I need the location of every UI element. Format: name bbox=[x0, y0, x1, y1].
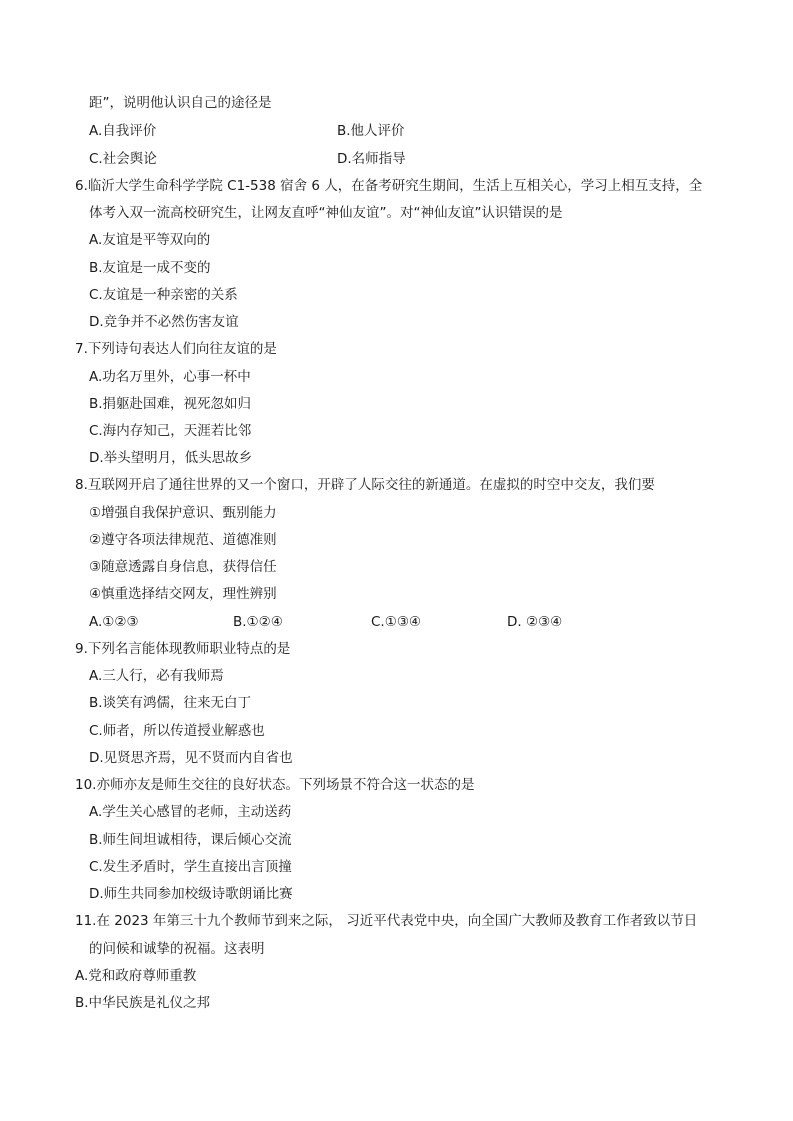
q10-stem: 10.亦师亦友是师生交往的良好状态。下列场景不符合这一状态的是 bbox=[75, 777, 475, 793]
q5-option-b: B.他人评价 bbox=[337, 123, 405, 139]
q7-option-c: C.海内存知己，天涯若比邻 bbox=[89, 423, 252, 439]
q11-option-a: A.党和政府尊师重教 bbox=[75, 968, 197, 984]
q5-option-c: C.社会舆论 bbox=[89, 151, 157, 167]
q9-option-b: B.谈笑有鸿儒，往来无白丁 bbox=[89, 695, 252, 711]
q8-option-d: D. ②③④ bbox=[507, 614, 563, 630]
q6-option-c: C.友谊是一种亲密的关系 bbox=[89, 287, 238, 303]
q6-option-d: D.竞争并不必然伤害友谊 bbox=[89, 314, 239, 330]
q5-option-d: D.名师指导 bbox=[337, 151, 406, 167]
q11-stem-line2: 的问候和诚挚的祝福。这表明 bbox=[89, 941, 265, 957]
q10-option-d: D.师生共同参加校级诗歌朗诵比赛 bbox=[89, 886, 293, 902]
q6-stem-line2: 体考入双一流高校研究生，让网友直呼“神仙友谊”。对“神仙友谊”认识错误的是 bbox=[89, 205, 563, 221]
q8-option-a: A.①②③ bbox=[89, 614, 139, 630]
q7-option-b: B.捐躯赴国难，视死忽如归 bbox=[89, 396, 252, 412]
q6-option-a: A.友谊是平等双向的 bbox=[89, 232, 211, 248]
q8-option-b: B.①②④ bbox=[233, 614, 283, 630]
q10-option-c: C.发生矛盾时，学生直接出言顶撞 bbox=[89, 859, 292, 875]
q6-stem: 6.临沂大学生命科学学院 C1-538 宿舍 6 人，在备考研究生期间，生活上互相关心，学习上相互支持，全 bbox=[75, 178, 703, 194]
q8-item-3: ③随意透露自身信息，获得信任 bbox=[89, 559, 277, 575]
q6-option-b: B.友谊是一成不变的 bbox=[89, 260, 211, 276]
q9-option-d: D.见贤思齐焉，见不贤而内自省也 bbox=[89, 750, 293, 766]
q10-option-a: A.学生关心感冒的老师，主动送药 bbox=[89, 804, 292, 820]
q9-option-a: A.三人行，必有我师焉 bbox=[89, 668, 224, 684]
q8-item-1: ①增强自我保护意识、甄别能力 bbox=[89, 505, 277, 521]
q8-option-c: C.①③④ bbox=[371, 614, 422, 630]
q5-stem-continuation: 距”，说明他认识自己的途径是 bbox=[89, 95, 272, 111]
q8-stem: 8.互联网开启了通往世界的又一个窗口，开辟了人际交往的新通道。在虚拟的时空中交友，我们要 bbox=[75, 477, 655, 493]
q8-item-4: ④慎重选择结交网友，理性辨别 bbox=[89, 586, 277, 602]
q11-stem: 11.在 2023 年第三十九个教师节到来之际， 习近平代表党中央，向全国广大教师及教育工作者致以节日 bbox=[75, 913, 698, 929]
q10-option-b: B.师生间坦诚相待，课后倾心交流 bbox=[89, 832, 292, 848]
q5-option-a: A.自我评价 bbox=[89, 123, 157, 139]
q9-option-c: C.师者，所以传道授业解惑也 bbox=[89, 723, 265, 739]
q11-option-b: B.中华民族是礼仪之邦 bbox=[75, 995, 211, 1011]
q8-item-2: ②遵守各项法律规范、道德准则 bbox=[89, 532, 277, 548]
q9-stem: 9.下列名言能体现教师职业特点的是 bbox=[75, 641, 291, 657]
q7-option-d: D.举头望明月，低头思故乡 bbox=[89, 450, 253, 466]
q7-option-a: A.功名万里外，心事一杯中 bbox=[89, 369, 251, 385]
q7-stem: 7.下列诗句表达人们向往友谊的是 bbox=[75, 341, 277, 357]
